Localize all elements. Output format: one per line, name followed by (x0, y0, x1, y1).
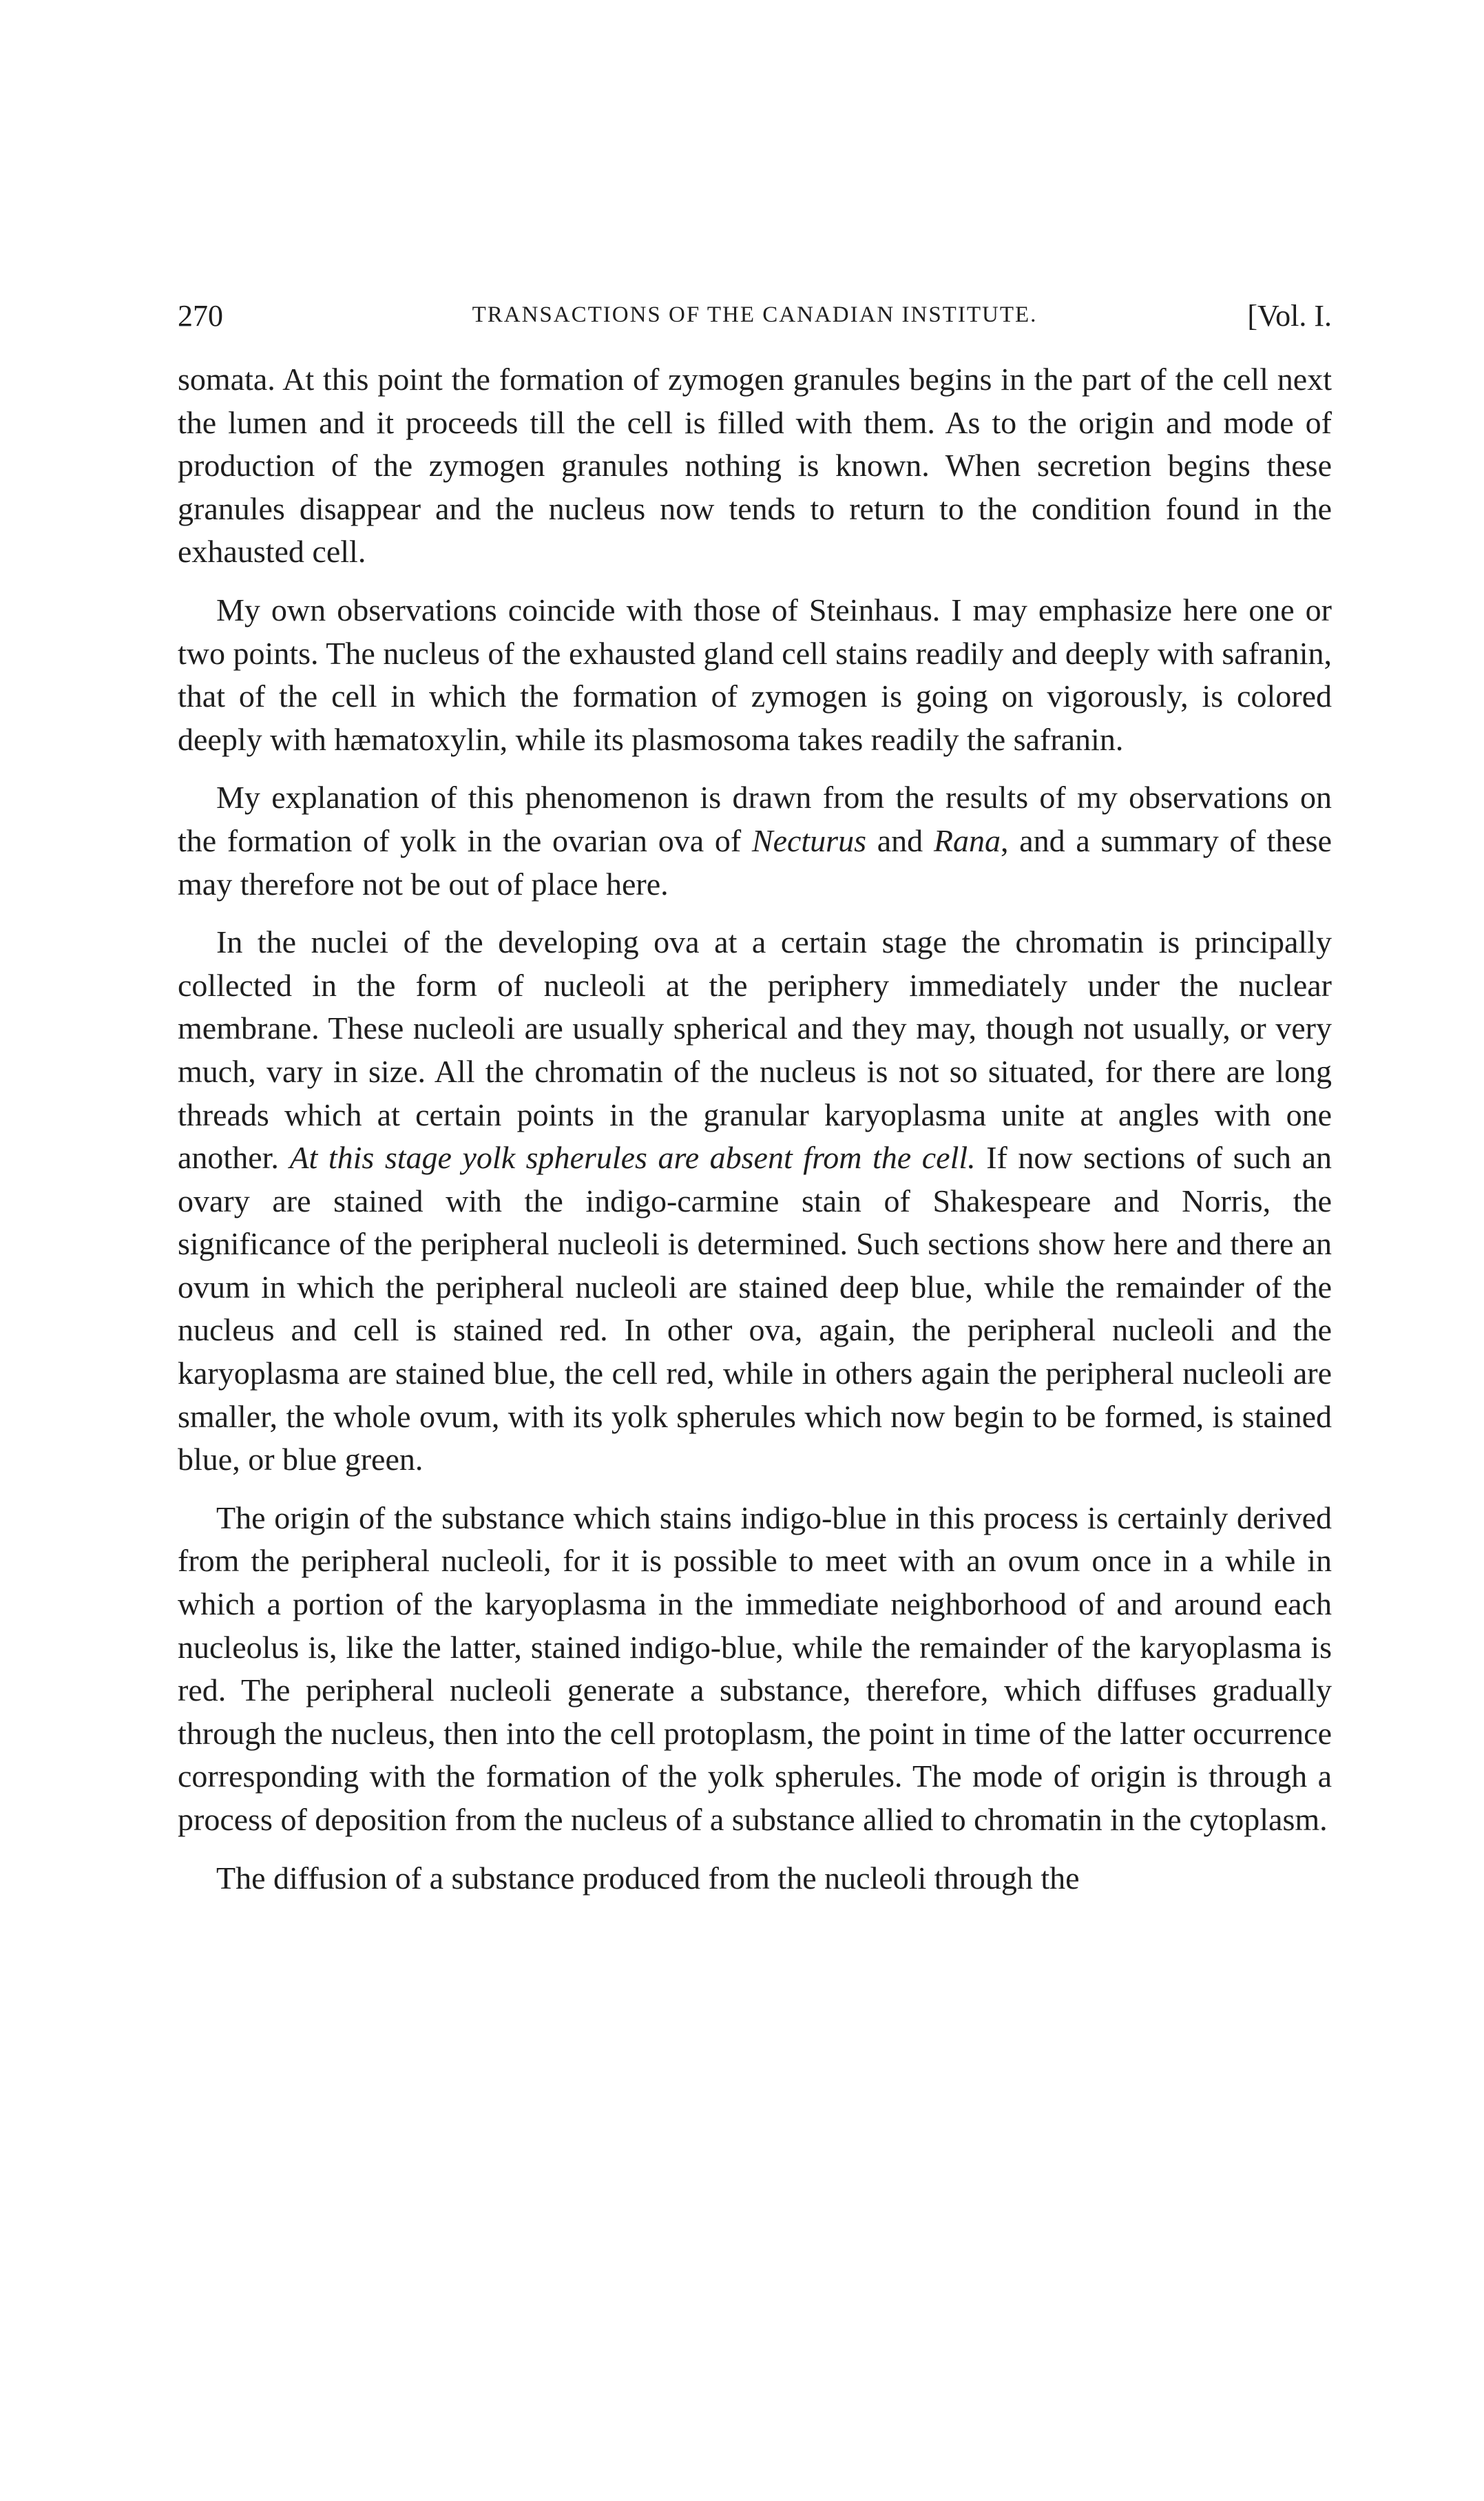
paragraph-3-text-c: , and a summary of these may therefore not be out of place here. (178, 822, 1332, 902)
paragraph-5: The origin of the substance which stains indigo-blue in this process is certainly derived from the peripheral nucleoli, for it is possible to meet with an ovum once in a while in which a portion of the karyoplasma in the immediate neighborhood of and around each nucleolus is, like the latter, stained indigo-blue, while the remainder of the karyoplasma is red. The peripheral nucleoli generate a substance, therefore, which diffuses gradually through the nucleus, then into the cell protoplasm, the point in time of the latter occurrence corresponding with the formation of the yolk spherules. The mode of origin is through a process of deposition from the nucleus of a substance allied to chromatin in the cytoplasm. (178, 1499, 1332, 1837)
taxon-necturus: Necturus (751, 822, 866, 858)
paragraph-4-emphasis: At this stage yolk spherules are absent from the cell. (289, 1140, 976, 1176)
taxon-rana: Rana (933, 822, 1001, 858)
paragraph-4-text-b: If now sections of such an ovary are stained with the indigo-carmine stain of Shakespeare and Norris, the significance of the peripheral nucleoli is determined. Such sections show here and there an ovum in which the peripheral nucleoli are stained deep blue, while the remainder of the nucleus and cell is stained red. In other ova, again, the peripheral nucleoli and the karyoplasma are stained blue, the cell red, while in others again the peripheral nucleoli are smaller, the whole ovum, with its yolk spherules which now begin to be formed, is stained blue, or blue green. (178, 1140, 1332, 1477)
page-header (178, 298, 1332, 340)
paragraph-1: somata. At this point the formation of zymogen granules begins in the part of the cell next the lumen and it proceeds till the cell is filled with them. As to the origin and mode of production of the zymogen granules nothing is known. When secretion begins these granules disappear and the nucleus now tends to return to the condition found in the exhausted cell. (178, 362, 1332, 570)
paragraph-3-text-a: My explanation of this phenomenon is drawn from the results of my observations on the formation of yolk in the ovarian ova of (178, 780, 1332, 858)
running-title: TRANSACTIONS OF THE CANADIAN INSTITUTE. (472, 302, 1038, 327)
paragraph-4 (178, 921, 1332, 1482)
paragraph-6: The diffusion of a substance produced from the nucleoli through the (216, 1860, 1080, 1896)
body-text (178, 358, 1332, 1915)
paragraph-3 (178, 776, 1332, 906)
volume-label: [Vol. I. (1247, 299, 1332, 333)
paragraph-3-text-b: and (866, 822, 934, 858)
page-number: 270 (178, 299, 223, 333)
paragraph-4-text-a: In the nuclei of the developing ova at a certain stage the chromatin is principally collected in the form of nucleoli at the periphery immediately under the nuclear membrane. These nucleoli are usually spherical and they may, though not usually, or very much, vary in size. All the chromatin of the nucleus is not so situated, for there are long threads which at certain points in the granular karyoplasma unite at angles with one another. (178, 924, 1332, 1176)
paragraph-2: My own observations coincide with those of Steinhaus. I may emphasize here one or two points. The nucleus of the exhausted gland cell stains readily and deeply with safranin, that of the cell in which the formation of zymogen is going on vigorously, is colored deeply with hæmatoxylin, while its plasmosoma takes readily the safranin. (178, 592, 1332, 757)
